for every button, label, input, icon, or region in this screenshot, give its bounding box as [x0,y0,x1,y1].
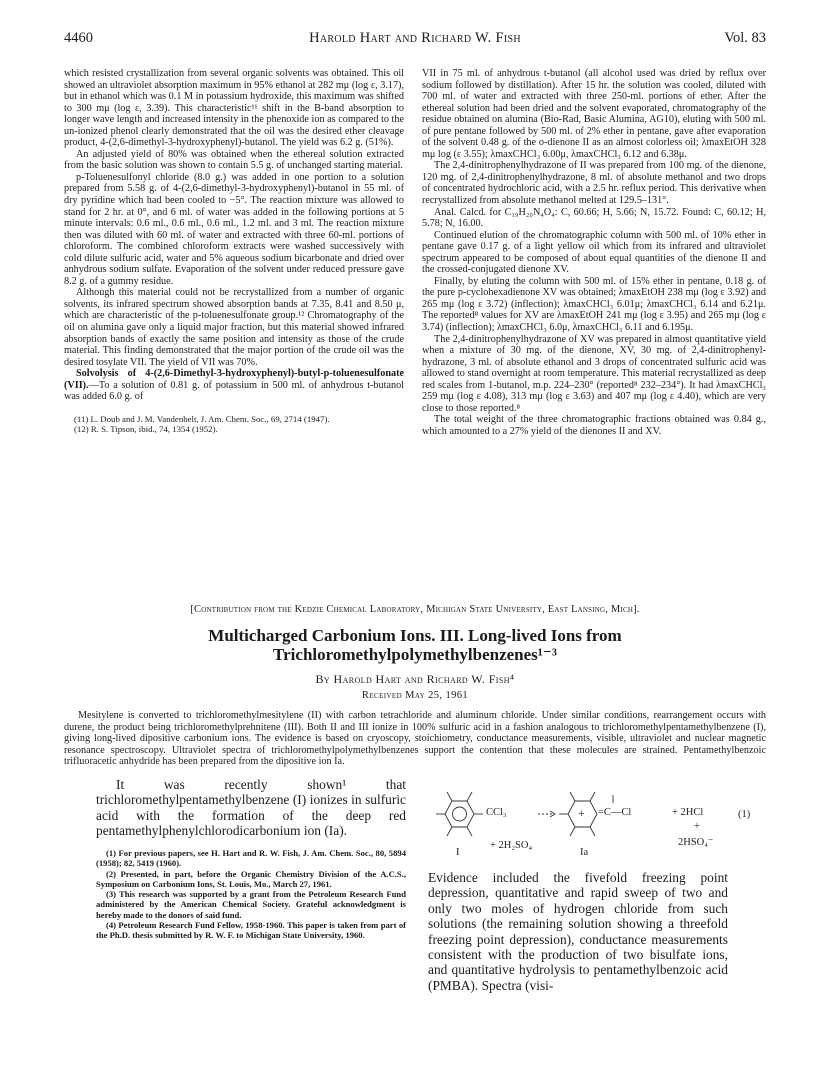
title-line: Multicharged Carbonium Ions. III. Long-lived Ions from [208,626,622,645]
contribution-line: [Contribution from the Kedzie Chemical Laboratory, Michigan State University, East Lansing, Mich]. [190,604,640,615]
footnote: (1) For previous papers, see H. Hart and R. W. Fish, J. Am. Chem. Soc., 80, 5894 (1958); 82, 5419 (1960). [96,848,406,869]
hcl-product: + 2HCl [672,807,704,818]
paragraph: VII in 75 ml. of anhydrous t-butanol (all alcohol used was dried by reflux over sodium followed by distillation). After 15 hr. the solution was cooled, diluted with 700 ml. of water and extracted with three 250-ml. portions of ether. After the ethereal solution had been dried and the solvent evaporated, chromatography of the residue obtained on alumina (Bio-Rad, Basic Alumina, AG10), eluting with 500 ml. of pure pentane followed by 500 ml. of 2% ether in pentane, gave after evaporation of the solvent 0.48 g. of the o-dienone II as an almost colorless oil; λmaxEtOH 328 mμ log (ε 3.55); λmaxCHCl₃ 6.00μ, λmaxCHCl₃ 6.12 and 6.38μ. [422,68,766,160]
volume-number: Vol. 83 [724,30,766,46]
title-line: Trichloromethylpolymethylbenzenes¹⁻³ [273,645,557,664]
paragraph: An adjusted yield of 80% was obtained when the ethereal solution extracted from the basic solution was shown to contain 5.5 g. of unchanged starting material. [64,148,404,172]
right-column [422,68,766,438]
running-title: Harold Hart and Richard W. Fish [309,30,521,46]
paragraph: Finally, by eluting the column with 500 ml. of 15% ether in pentane, 0.18 g. of the pure p-cyclohexadienone XV was obtained; λmaxEtOH 238 mμ (log ε 3.92) and 265 mμ (log ε 3.72) (inflection); λmaxCHCl₃ 6.01μ; λmaxCHCl₃ 6.14 and 6.21μ. The reported⁸ values for XV are λmaxEtOH 241 mμ (log ε 3.95) and 265 mμ (log ε 3.74) (inflection); λmaxCHCl₃ 6.0μ, λmaxCHCl₃ 6.11 and 6.195μ. [422,275,766,334]
footnote: (11) L. Doub and J. M. Vandenbelt, J. Am. Chem. Soc., 69, 2714 (1947). [74,413,330,424]
paragraph: The 2,4-dinitrophenylhydrazone of XV was prepared in almost quantitative yield when a mixture of 30 mg. of the dienone, XV, 30 mg. of 2,4-dinitrophenyl-hydrazone, 3 ml. of absolute ethanol and 3 drops of concentrated sulfuric acid was allowed to stand overnight at room temperature. This material recrystallized as deep red scales from 1-butanol, m.p. 224–230° (reported⁸ 232–234°). It had λmaxCHCl₃ 259 mμ (log ε 4.08), 313 mμ (log ε 3.63) and 407 mμ (log ε 4.40), which are very close to those reported.⁸ [422,333,766,414]
footnote: (4) Petroleum Research Fund Fellow, 1958-1960. This paper is taken from part of the Ph.D. thesis submitted by R. W. F. to Michigan State University, 1960. [96,920,406,941]
compound-label-I: I [456,847,460,858]
paragraph: Continued elution of the chromatographic column with 500 ml. of 10% ether in pentane gave 0.17 g. of a light yellow oil which from its infrared and ultraviolet spectrum appeared to be composed of about equal quantities of the dienone II and the crossed-conjugated dienone XV. [422,229,766,276]
left-column [64,68,404,434]
ring-charge: + [578,806,585,820]
footnote: (2) Presented, in part, before the Organic Chemistry Division of the A.C.S., Symposium on Carbonium Ions, St. Louis, Mo., March 27, 1961. [96,868,406,889]
methyl-bond [570,827,575,836]
paragraph: The total weight of the three chromatographic fractions obtained was 0.84 g., which amounted to a 27% yield of the dienones II and XV. [422,414,766,437]
methyl-bond [467,792,472,801]
compound-label-Ia: Ia [580,847,589,858]
chlorocarbonium-group: =C—Cl [598,807,632,818]
evidence-paragraph: Evidence included the fivefold freezing point depression, quantitative and rapid sweep of two and only two moles of hydrogen chloride from such solutions (the remaining solution showing a threefold freezing point depression), conductance measurements consistent with the production of two bisulfate ions, and quantitative hydrolysis to pentamethylbenzoic acid (PMBA). Spectra (visi- [428,870,728,993]
page-number: 4460 [64,30,93,46]
paragraph-body: —To a solution of 0.81 g. of potassium in 500 ml. of anhydrous t-butanol was added 6.0 g. of [64,379,404,403]
methyl-bond [447,827,452,836]
footnote: (3) This research was supported by a grant from the Petroleum Research Fund administered by the American Chemical Society. Grateful acknowledgment is hereby made to the donors of said fund. [96,889,406,920]
article-title [100,626,730,664]
paragraph: p-Toluenesulfonyl chloride (8.0 g.) was added in one portion to a solution prepared from 5.58 g. of 4-(2,6-dimethyl-3-hydroxyphenyl)-butanol in 55 ml. of dry pyridine which had been cooled to −5°. The reaction mixture was allowed to stand for 2 hr. at 0°, and 6 ml. of water was added in the following portions at 5 minute intervals: 0.6 ml., 0.6 ml., 0.6 ml., 1.2 ml. and 3 ml. The reaction mixture then was diluted with 60 ml. of water and extracted with three 60-ml. portions of chloroform. The combined chloroform extracts were washed successively with cold dilute sulfuric acid, water and 5% aqueous sodium bicarbonate and dried over anhydrous sodium sulfate. Evaporation of the solvent under reduced pressure gave 8.2 g. of a gummy residue. [64,171,404,287]
section-heading: Solvolysis of 4-(2,6-Dimethyl-3-hydroxyphenyl)-butyl-p-toluenesulfonate (VII). [64,368,404,391]
paragraph: The 2,4-dinitrophenylhydrazone of II was prepared from 100 mg. of the dienone, 120 mg. of 2,4-dinitrophenylhydrazone, 8 ml. of absolute methanol and two drops of concentrated hydrochloric acid, with a 2.5 hr. reflux period. This derivative when recrystallized from absolute methanol melted at 129.5–131°. [422,160,766,207]
methyl-bond [590,792,595,801]
sulfuric-acid-reactant: + 2H₂SO₄ [490,840,533,851]
abstract: Mesitylene is converted to trichloromethylmesitylene (II) with carbon tetrachloride and aluminum chloride. Under similar conditions, rearrangement occurs with durene, the product being trichloromethylprehnitene (III). Both II and III ionize in 100% sulfuric acid in a fashion analogous to trichloromethylpentamethylbenzene (I), giving long-lived dipositive carbonium ions. The evidence is based on cryoscopy, stoichiometry, conductance measurements, visible, ultraviolet and nuclear magnetic resonance spectroscopy. Ultraviolet spectra of trichloromethylpolymethylbenzenes support the contention that these molecules are strained. Pentamethylbenzoic trifluoracetic anhydride has been prepared from the dipositive ion Ia. [64,710,766,767]
intro-paragraph: It was recently shown¹ that trichloromethylpentamethylbenzene (I) ionizes in sulfuric acid with the formation of the deep red pentamethylphenylchlorodicarbonium ion (Ia). [96,777,406,839]
received-date: Received May 25, 1961 [361,690,469,701]
reaction-equation [428,773,768,865]
paragraph: which resisted crystallization from several organic solvents was obtained. This oil showed an ultraviolet absorption maximum in 95% ethanol at 282 mμ (log ε, 3.17), but in ethanol which was 0.1 M in potassium hydroxide, this maximum was shifted to 300 mμ (log ε, 3.39). This characteristic¹¹ shift in the B-band absorption to longer wave length and increased intensity in the phenoxide ion as compared to the un-ionized phenol clearly demonstrated that the oil was the desired ether cleavage product, 4-(2,6-dimethyl-3-hydroxyphenyl)-butanol. The yield was 6.2 g. (51%). [64,68,404,149]
equation-number: (1) [738,809,751,820]
plus-sign: + [694,821,700,832]
benzene-structures [428,773,768,865]
methyl-bond [467,827,472,836]
paragraph [64,368,404,403]
aromatic-circle [453,807,467,821]
running-header [64,30,766,48]
methyl-bond [447,792,452,801]
footnotes [64,414,404,435]
methyl-bond [570,792,575,801]
bisulfate-product: 2HSO₄⁻ [678,837,714,848]
article-footnotes [96,848,406,941]
paragraph: Anal. Calcd. for C₁₉H₂₀N₄O₄: C, 60.66; H, 5.66; N, 15.72. Found: C, 60.12; H, 5.78; N, 16.00. [422,206,766,230]
paragraph: Although this material could not be recrystallized from a number of organic solvents, its infrared spectrum showed absorption bands at 7.35, 8.41 and 8.50 μ, which are characteristic of the p-toluenesulfonate group.¹² Chromatography of the oil on alumina gave only a liquid major fraction, but this material showed infrared absorption bands of exactly the same position and intensity as those of the crude material. This finding demonstrated that the major portion of the crude oil was the desired tosylate VII. The yield of VII was 70%. [64,287,404,368]
benzene-ring-I [445,801,474,827]
footnote: (12) R. S. Tipson, ibid., 74, 1354 (1952). [74,424,218,435]
methyl-bond [590,827,595,836]
authors: By Harold Hart and Richard W. Fish⁴ [315,672,515,686]
ccl3-label: CCl₃ [486,807,507,818]
